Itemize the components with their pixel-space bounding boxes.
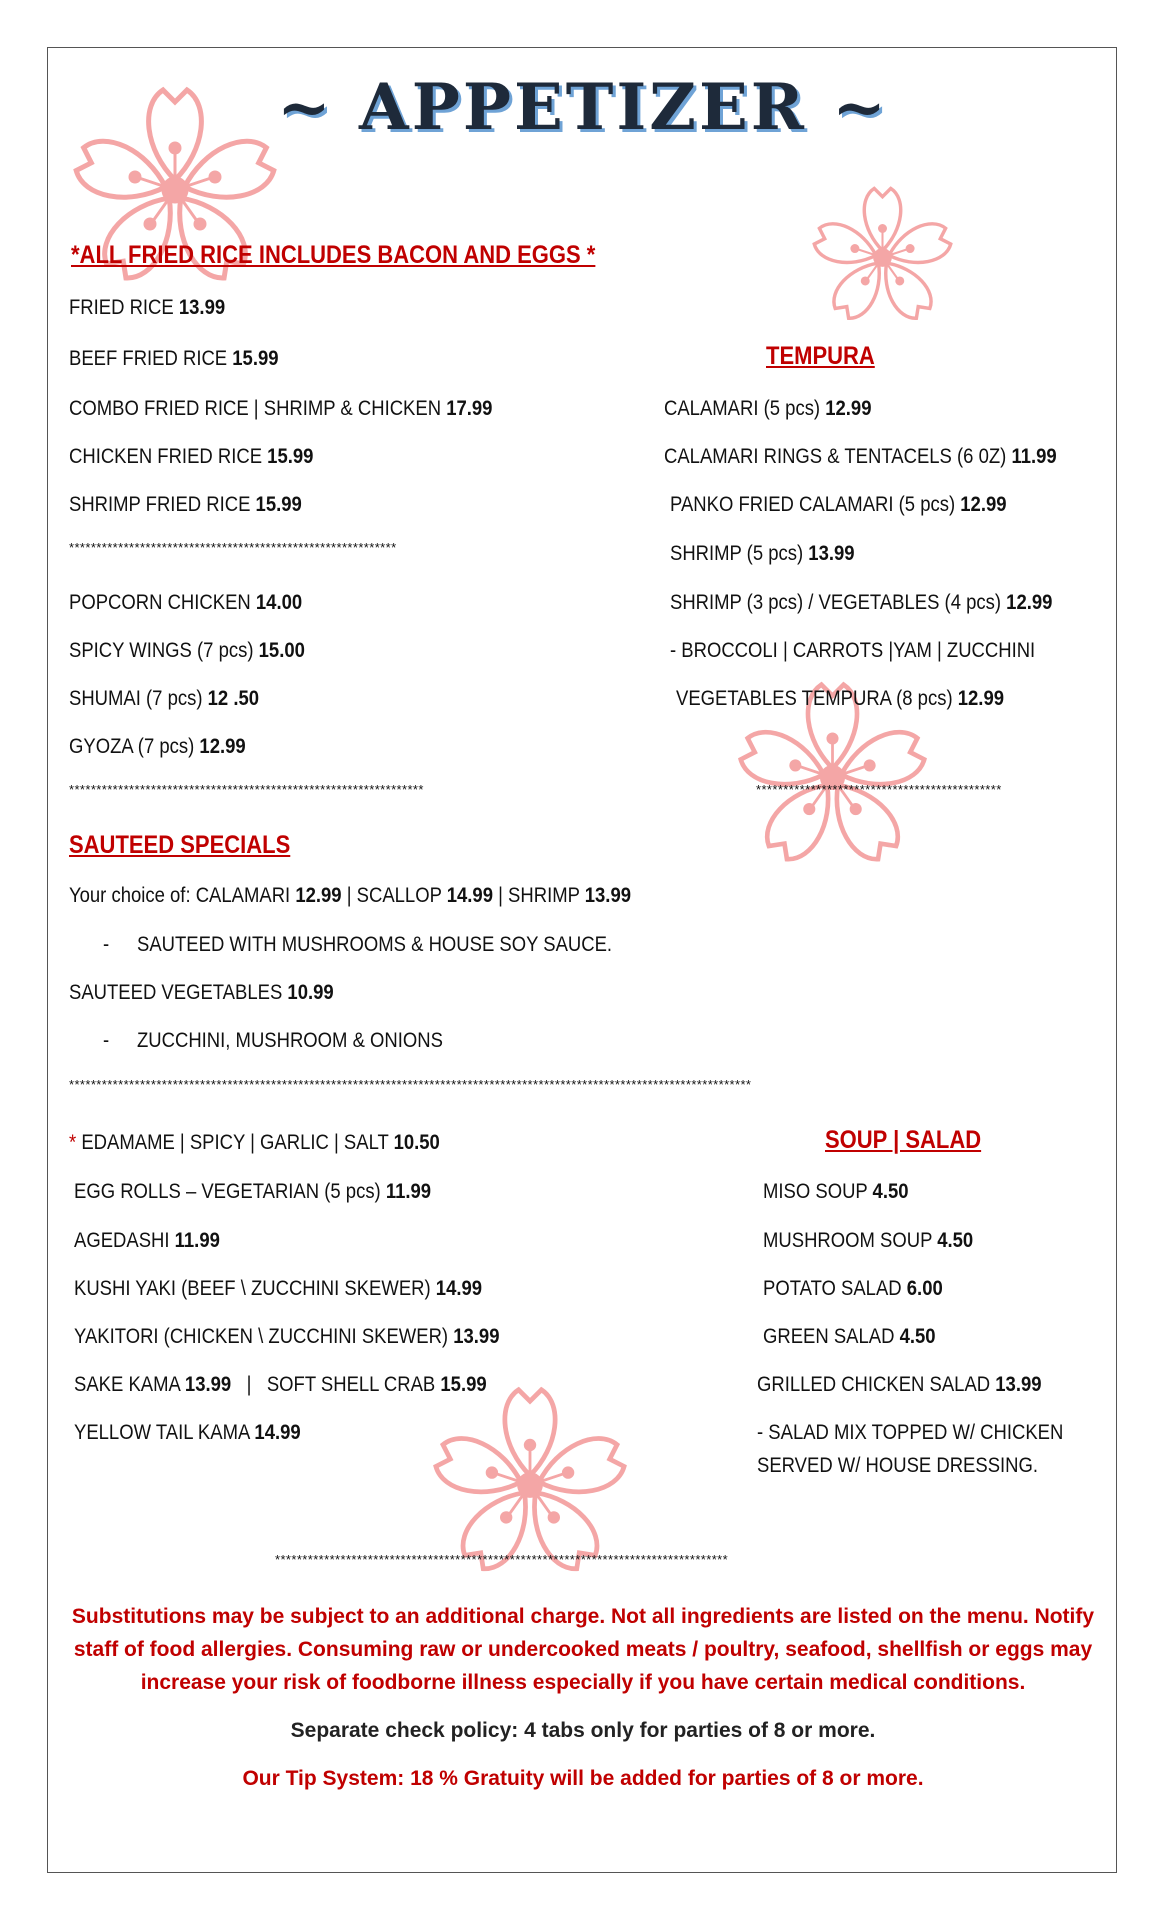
allergy-notice-line: staff of food allergies. Consuming raw or undercooked meats / poultry, seafood, shellfish or eggs may	[73, 1638, 1093, 1661]
divider: *****************************************************************************************************************************	[69, 1077, 752, 1092]
sauteed-heading: SAUTEED SPECIALS	[69, 831, 291, 859]
list-item: POPCORN CHICKEN 14.00	[69, 591, 303, 614]
salad-note: SERVED W/ HOUSE DRESSING.	[757, 1454, 1039, 1477]
list-item: CALAMARI RINGS & TENTACELS (6 0Z) 11.99	[664, 445, 1057, 468]
list-item: EGG ROLLS – VEGETARIAN (5 pcs) 11.99	[74, 1180, 432, 1203]
list-item: GYOZA (7 pcs) 12.99	[69, 735, 246, 758]
list-item: CALAMARI (5 pcs) 12.99	[664, 397, 872, 420]
list-item: YAKITORI (CHICKEN \ ZUCCHINI SKEWER) 13.99	[74, 1325, 500, 1348]
tip-policy: Our Tip System: 18 % Gratuity will be added for parties of 8 or more.	[242, 1767, 924, 1790]
soup-salad-heading: SOUP | SALAD	[825, 1126, 982, 1154]
list-item: VEGETABLES TEMPURA (8 pcs) 12.99	[676, 687, 1005, 710]
divider: ************************************************************	[69, 540, 397, 555]
page-title: ~ APPETIZER ~	[277, 70, 889, 145]
divider: *********************************************	[756, 782, 1002, 797]
list-item: * EDAMAME | SPICY | GARLIC | SALT 10.50	[69, 1131, 440, 1154]
list-item: KUSHI YAKI (BEEF \ ZUCCHINI SKEWER) 14.99	[74, 1277, 483, 1300]
list-item: MISO SOUP 4.50	[763, 1180, 909, 1203]
list-item: SHUMAI (7 pcs) 12 .50	[69, 687, 260, 710]
sauteed-note: ZUCCHINI, MUSHROOM & ONIONS	[137, 1029, 443, 1052]
list-bullet: -	[103, 933, 110, 956]
list-item: BEEF FRIED RICE 15.99	[69, 347, 279, 370]
list-item: GREEN SALAD 4.50	[763, 1325, 936, 1348]
list-item: POTATO SALAD 6.00	[763, 1277, 943, 1300]
list-item: SAUTEED VEGETABLES 10.99	[69, 981, 334, 1004]
list-item: SAKE KAMA 13.99 | SOFT SHELL CRAB 15.99	[74, 1373, 487, 1396]
check-policy: Separate check policy: 4 tabs only for parties of 8 or more.	[290, 1719, 876, 1742]
allergy-notice-line: Substitutions may be subject to an additional charge. Not all ingredients are listed on the menu. Notify	[71, 1605, 1095, 1628]
list-item: AGEDASHI 11.99	[74, 1229, 220, 1252]
fried-rice-heading: *ALL FRIED RICE INCLUDES BACON AND EGGS *	[71, 241, 596, 269]
list-item: - BROCCOLI | CARROTS |YAM | ZUCCHINI	[670, 639, 1036, 662]
divider: ***********************************************************************************	[275, 1552, 729, 1567]
list-item: SHRIMP FRIED RICE 15.99	[69, 493, 302, 516]
list-item: FRIED RICE 13.99	[69, 296, 226, 319]
tempura-heading: TEMPURA	[766, 342, 875, 370]
list-item: SPICY WINGS (7 pcs) 15.00	[69, 639, 305, 662]
list-bullet: -	[103, 1029, 110, 1052]
sauteed-note: SAUTEED WITH MUSHROOMS & HOUSE SOY SAUCE.	[137, 933, 613, 956]
list-item: CHICKEN FRIED RICE 15.99	[69, 445, 314, 468]
list-item: YELLOW TAIL KAMA 14.99	[74, 1421, 301, 1444]
list-item: GRILLED CHICKEN SALAD 13.99	[757, 1373, 1042, 1396]
list-item: COMBO FRIED RICE | SHRIMP & CHICKEN 17.99	[69, 397, 493, 420]
list-item: PANKO FRIED CALAMARI (5 pcs) 12.99	[670, 493, 1007, 516]
salad-note: - SALAD MIX TOPPED W/ CHICKEN	[757, 1421, 1064, 1444]
list-item: SHRIMP (3 pcs) / VEGETABLES (4 pcs) 12.99	[670, 591, 1053, 614]
divider: *****************************************************************	[69, 782, 424, 797]
allergy-notice-line: increase your risk of foodborne illness especially if you have certain medical conditions.	[140, 1671, 1026, 1694]
cherry-blossom-icon	[810, 185, 955, 330]
list-item: SHRIMP (5 pcs) 13.99	[670, 542, 855, 565]
list-item: MUSHROOM SOUP 4.50	[763, 1229, 974, 1252]
sauteed-choice: Your choice of: CALAMARI 12.99 | SCALLOP 14.99 | SHRIMP 13.99	[69, 884, 632, 907]
